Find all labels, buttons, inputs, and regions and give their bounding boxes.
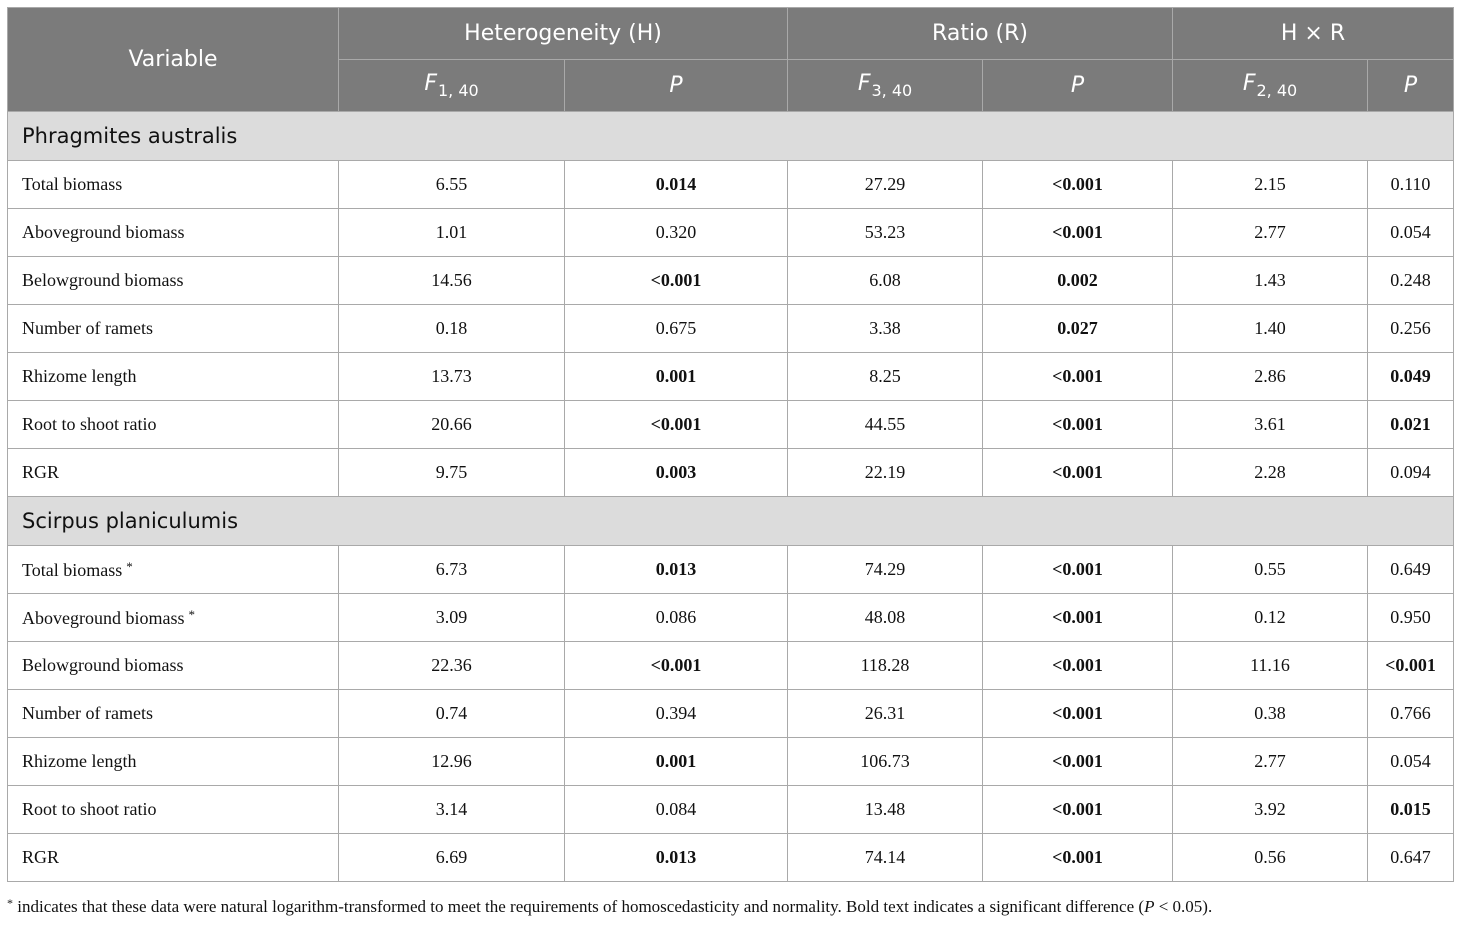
value-cell: 0.054 (1368, 738, 1454, 786)
header-stat-f-h: $F_{1, 40}$ (339, 60, 565, 112)
value-cell: 0.766 (1368, 690, 1454, 738)
value-cell: 0.015 (1368, 786, 1454, 834)
value-cell: 0.320 (565, 209, 788, 257)
value-cell: <0.001 (1368, 642, 1454, 690)
value-cell: 74.29 (788, 546, 983, 594)
value-cell: 2.28 (1173, 449, 1368, 497)
value-cell: 0.094 (1368, 449, 1454, 497)
section-row (8, 497, 1454, 546)
section-row (8, 112, 1454, 161)
section-title: Scirpus planiculumis (8, 497, 1454, 546)
value-cell: 12.96 (339, 738, 565, 786)
value-cell: <0.001 (983, 161, 1173, 209)
header-group-ratio: Ratio (R) (788, 8, 1173, 60)
value-cell: 0.013 (565, 834, 788, 882)
header-stat-p-r: P (983, 60, 1173, 112)
value-cell: <0.001 (983, 738, 1173, 786)
value-cell: 0.001 (565, 738, 788, 786)
value-cell: 27.29 (788, 161, 983, 209)
value-cell: 44.55 (788, 401, 983, 449)
value-cell: 0.054 (1368, 209, 1454, 257)
value-cell: 6.69 (339, 834, 565, 882)
value-cell: 0.002 (983, 257, 1173, 305)
value-cell: 0.014 (565, 161, 788, 209)
variable-label: Root to shoot ratio (22, 414, 157, 434)
header-stat-p-h: P (565, 60, 788, 112)
variable-cell (8, 690, 339, 738)
header-stat-p-hr: P (1368, 60, 1454, 112)
value-cell: <0.001 (565, 642, 788, 690)
variable-cell (8, 786, 339, 834)
variable-cell (8, 209, 339, 257)
value-cell: 11.16 (1173, 642, 1368, 690)
value-cell: 0.086 (565, 594, 788, 642)
value-cell: 0.55 (1173, 546, 1368, 594)
value-cell: 2.77 (1173, 738, 1368, 786)
value-cell: 6.73 (339, 546, 565, 594)
section-title: Phragmites australis (8, 112, 1454, 161)
transform-asterisk: * (188, 606, 195, 622)
header-group-interaction: H × R (1173, 8, 1454, 60)
variable-label: Root to shoot ratio (22, 799, 157, 819)
header-group-heterogeneity: Heterogeneity (H) (339, 8, 788, 60)
value-cell: 2.86 (1173, 353, 1368, 401)
value-cell: 0.56 (1173, 834, 1368, 882)
table-row (8, 738, 1454, 786)
variable-cell (8, 305, 339, 353)
variable-cell (8, 161, 339, 209)
variable-cell (8, 449, 339, 497)
value-cell: 0.110 (1368, 161, 1454, 209)
variable-label: Total biomass (22, 174, 123, 194)
value-cell: <0.001 (565, 257, 788, 305)
value-cell: 0.248 (1368, 257, 1454, 305)
value-cell: <0.001 (983, 834, 1173, 882)
variable-cell (8, 642, 339, 690)
footnote (7, 896, 1453, 917)
header-variable: Variable (8, 8, 339, 112)
value-cell: 118.28 (788, 642, 983, 690)
value-cell: 0.003 (565, 449, 788, 497)
value-cell: 2.15 (1173, 161, 1368, 209)
variable-cell (8, 401, 339, 449)
table-row (8, 401, 1454, 449)
footnote-text-a: indicates that these data were natural logarithm-transformed to meet the requirements of homoscedasticity and normality. Bold text indicates a significant difference ( (13, 897, 1145, 916)
value-cell: 3.38 (788, 305, 983, 353)
value-cell: 0.394 (565, 690, 788, 738)
value-cell: 8.25 (788, 353, 983, 401)
table-row (8, 449, 1454, 497)
value-cell: 0.649 (1368, 546, 1454, 594)
table-header (8, 8, 1454, 112)
variable-cell (8, 738, 339, 786)
table-row (8, 161, 1454, 209)
value-cell: <0.001 (983, 594, 1173, 642)
table-row (8, 594, 1454, 642)
table-row (8, 786, 1454, 834)
value-cell: 22.19 (788, 449, 983, 497)
table-body (8, 112, 1454, 882)
value-cell: <0.001 (983, 353, 1173, 401)
value-cell: 3.09 (339, 594, 565, 642)
footnote-p-symbol: P (1144, 897, 1155, 916)
value-cell: <0.001 (983, 449, 1173, 497)
value-cell: 0.256 (1368, 305, 1454, 353)
value-cell: 0.38 (1173, 690, 1368, 738)
footnote-marker: * (7, 896, 13, 910)
variable-label: Rhizome length (22, 751, 137, 771)
value-cell: <0.001 (983, 642, 1173, 690)
value-cell: 3.92 (1173, 786, 1368, 834)
value-cell: 14.56 (339, 257, 565, 305)
value-cell: <0.001 (983, 690, 1173, 738)
variable-label: Number of ramets (22, 703, 153, 723)
value-cell: 0.084 (565, 786, 788, 834)
value-cell: 0.74 (339, 690, 565, 738)
value-cell: 13.73 (339, 353, 565, 401)
value-cell: 1.01 (339, 209, 565, 257)
transform-asterisk: * (126, 558, 133, 574)
value-cell: 0.950 (1368, 594, 1454, 642)
value-cell: <0.001 (983, 786, 1173, 834)
value-cell: 0.647 (1368, 834, 1454, 882)
variable-label: Belowground biomass (22, 655, 184, 675)
value-cell: 48.08 (788, 594, 983, 642)
value-cell: 9.75 (339, 449, 565, 497)
table-row (8, 305, 1454, 353)
value-cell: <0.001 (983, 401, 1173, 449)
variable-label: Number of ramets (22, 318, 153, 338)
header-stat-f-hr: $F_{2, 40}$ (1173, 60, 1368, 112)
value-cell: <0.001 (983, 209, 1173, 257)
variable-label: Belowground biomass (22, 270, 184, 290)
header-stat-f-r: $F_{3, 40}$ (788, 60, 983, 112)
table-row (8, 642, 1454, 690)
value-cell: 22.36 (339, 642, 565, 690)
value-cell: 0.021 (1368, 401, 1454, 449)
variable-cell (8, 546, 339, 594)
value-cell: 0.12 (1173, 594, 1368, 642)
table-row (8, 546, 1454, 594)
variable-cell (8, 834, 339, 882)
value-cell: 6.55 (339, 161, 565, 209)
value-cell: 20.66 (339, 401, 565, 449)
variable-label: Rhizome length (22, 366, 137, 386)
value-cell: 26.31 (788, 690, 983, 738)
value-cell: 3.14 (339, 786, 565, 834)
value-cell: 0.675 (565, 305, 788, 353)
value-cell: 3.61 (1173, 401, 1368, 449)
variable-cell (8, 594, 339, 642)
value-cell: 74.14 (788, 834, 983, 882)
value-cell: 13.48 (788, 786, 983, 834)
variable-label: Aboveground biomass (22, 222, 185, 242)
value-cell: <0.001 (565, 401, 788, 449)
variable-label: Total biomass (22, 559, 123, 580)
value-cell: 0.013 (565, 546, 788, 594)
variable-cell (8, 257, 339, 305)
value-cell: 0.049 (1368, 353, 1454, 401)
footnote-text-b: < 0.05). (1154, 897, 1213, 916)
value-cell: 0.027 (983, 305, 1173, 353)
variable-label: RGR (22, 847, 60, 867)
anova-results-table (7, 7, 1454, 882)
table-row (8, 209, 1454, 257)
value-cell: 1.40 (1173, 305, 1368, 353)
value-cell: 53.23 (788, 209, 983, 257)
value-cell: 0.18 (339, 305, 565, 353)
value-cell: 0.001 (565, 353, 788, 401)
variable-label: RGR (22, 462, 60, 482)
table-row (8, 257, 1454, 305)
variable-cell (8, 353, 339, 401)
value-cell: <0.001 (983, 546, 1173, 594)
value-cell: 6.08 (788, 257, 983, 305)
table-row (8, 834, 1454, 882)
table-row (8, 690, 1454, 738)
value-cell: 1.43 (1173, 257, 1368, 305)
value-cell: 106.73 (788, 738, 983, 786)
table-row (8, 353, 1454, 401)
variable-label: Aboveground biomass (22, 607, 185, 628)
value-cell: 2.77 (1173, 209, 1368, 257)
